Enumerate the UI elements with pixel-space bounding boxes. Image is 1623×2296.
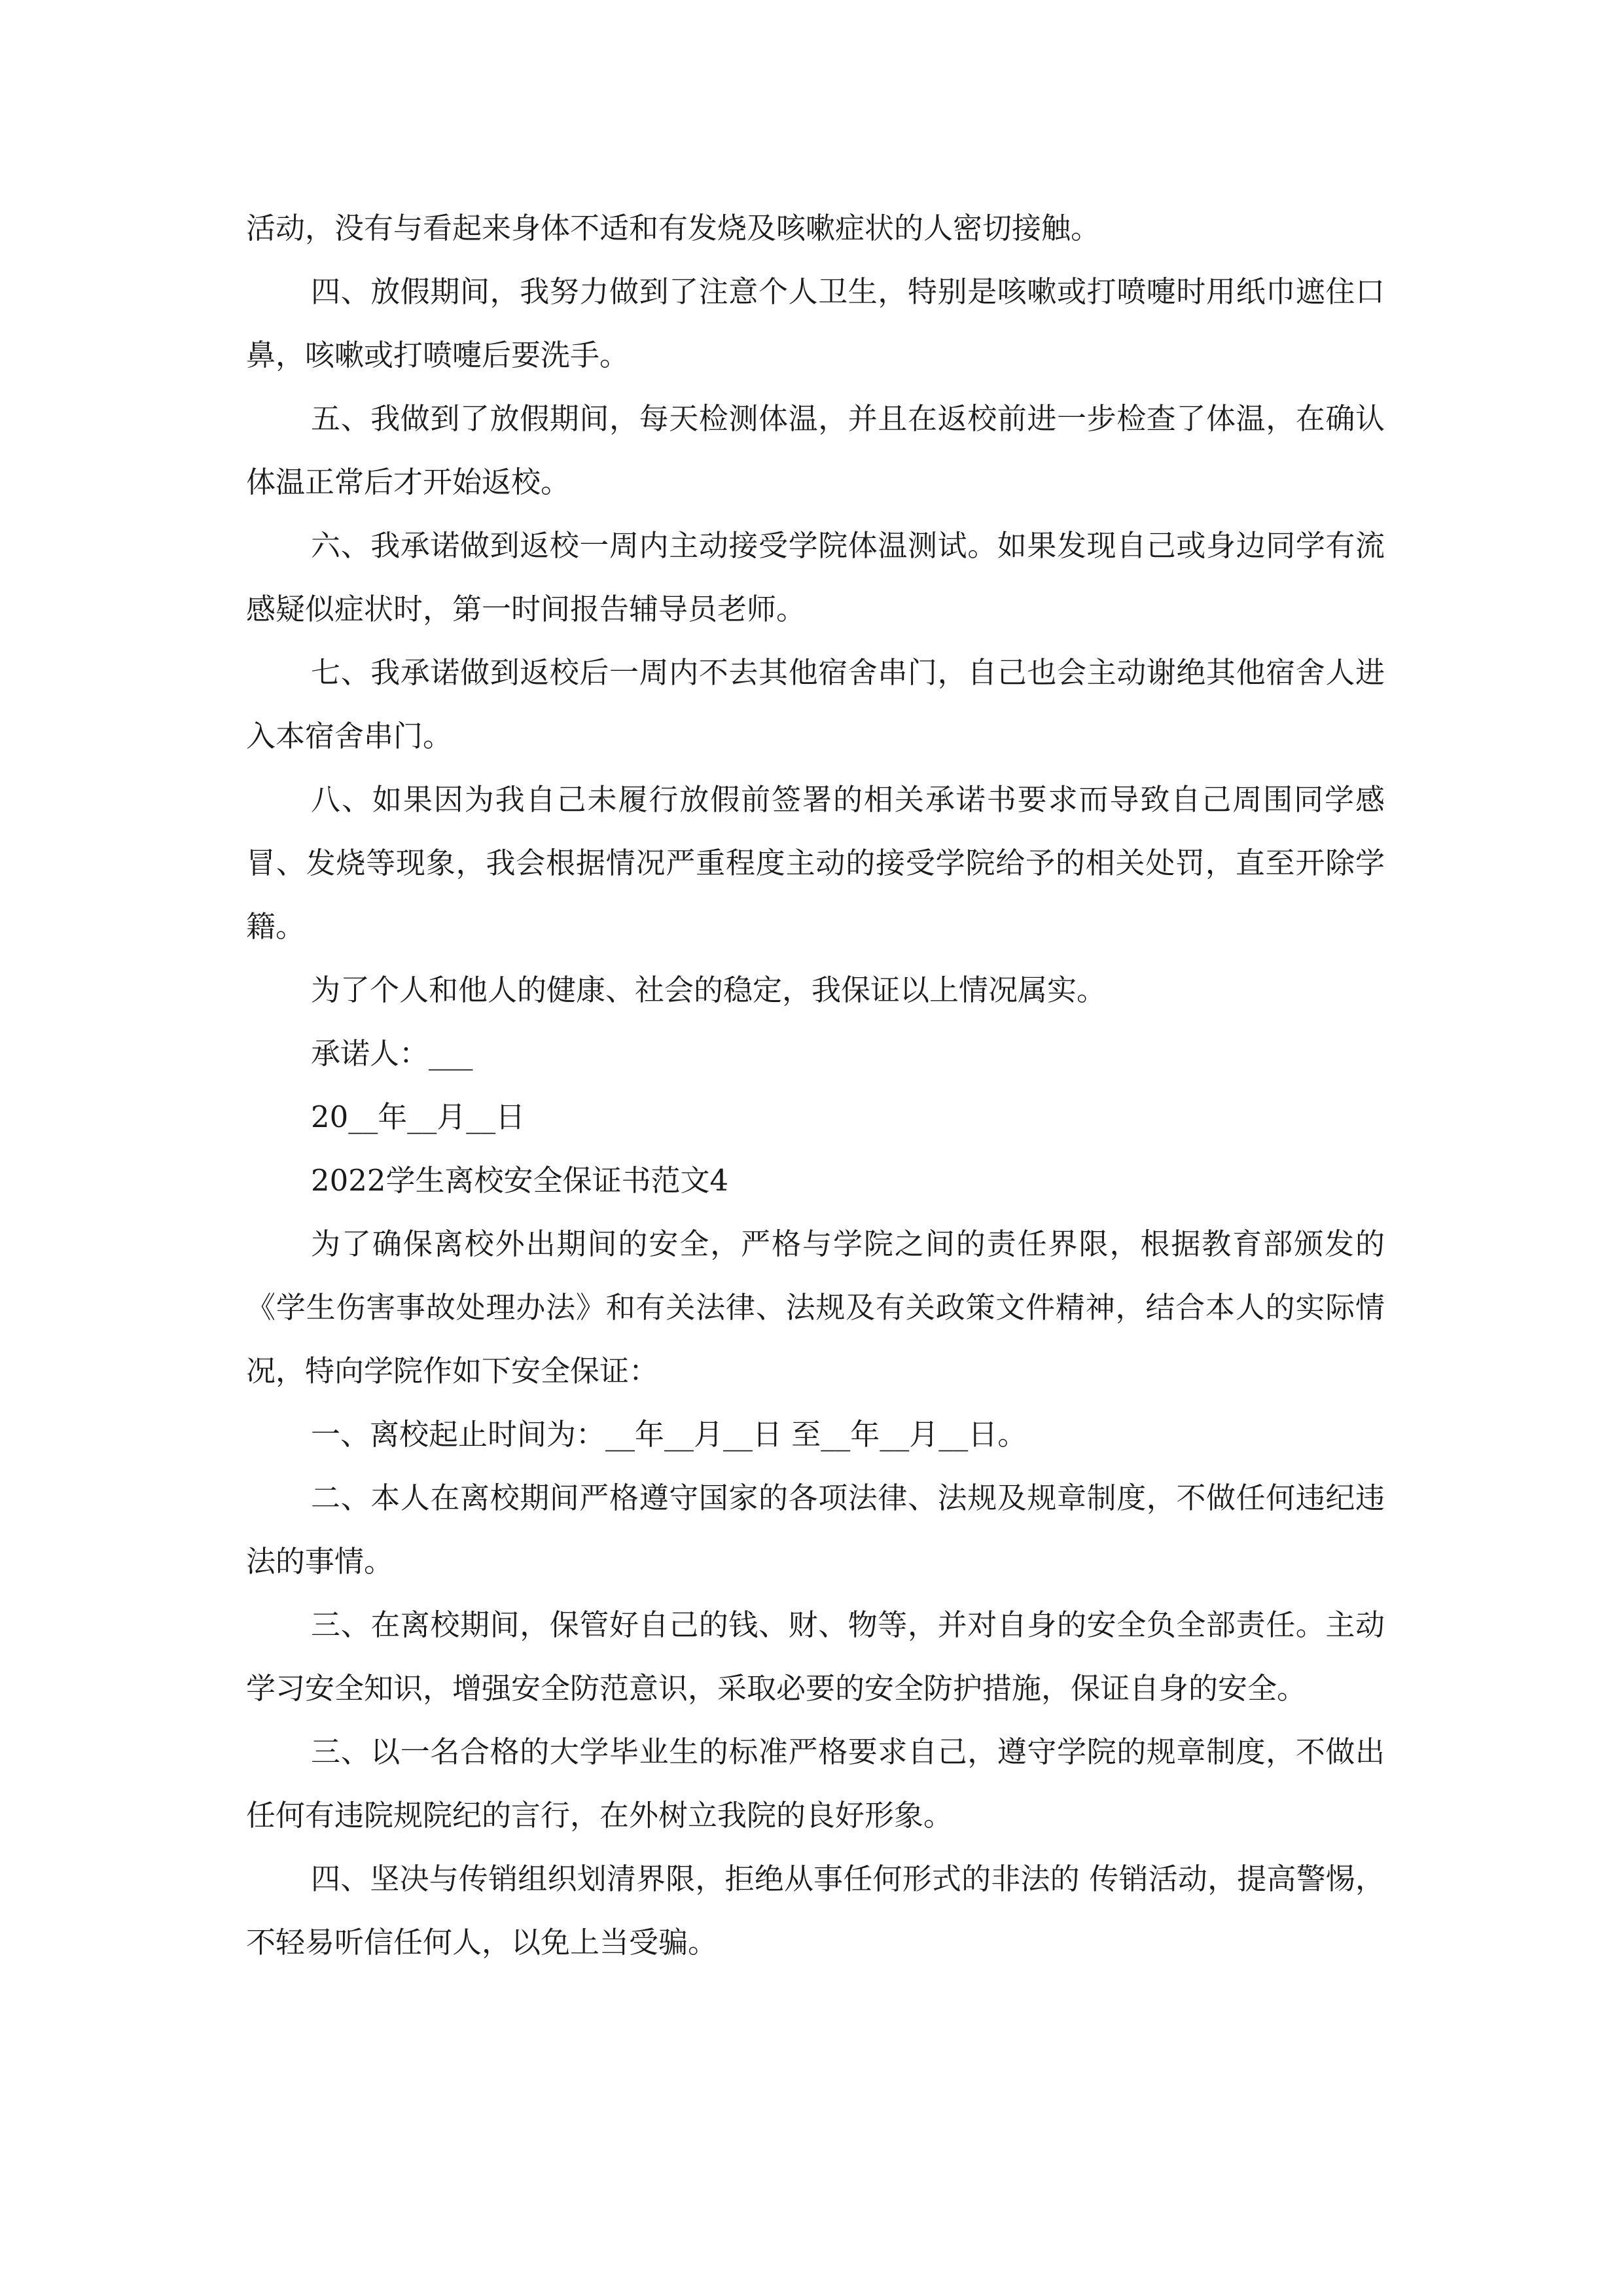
paragraph: 三、以一名合格的大学毕业生的标准严格要求自己，遵守学院的规章制度，不做出任何有违院规院纪的言行，在外树立我院的良好形象。 bbox=[246, 1734, 1385, 1833]
paragraph: 2022学生离校安全保证书范文4 bbox=[311, 1163, 729, 1198]
paragraph: 五、我做到了放假期间，每天检测体温，并且在返校前进一步检查了体温，在确认体温正常后才开始返校。 bbox=[246, 401, 1385, 499]
paragraph: 七、我承诺做到返校后一周内不去其他宿舍串门，自己也会主动谢绝其他宿舍人进入本宿舍串门。 bbox=[246, 655, 1385, 753]
paragraph: 三、在离校期间，保管好自己的钱、财、物等，并对自身的安全负全部责任。主动学习安全知识，增强安全防范意识，采取必要的安全防护措施，保证自身的安全。 bbox=[246, 1607, 1385, 1706]
document-page bbox=[246, 196, 1385, 1974]
paragraph: 20__年__月__日 bbox=[311, 1100, 526, 1134]
paragraph: 六、我承诺做到返校一周内主动接受学院体温测试。如果发现自己或身边同学有流感疑似症状时，第一时间报告辅导员老师。 bbox=[246, 528, 1385, 626]
paragraph: 为了个人和他人的健康、社会的稳定，我保证以上情况属实。 bbox=[311, 973, 1107, 1007]
paragraph: 承诺人：___ bbox=[311, 1036, 473, 1071]
paragraph: 为了确保离校外出期间的安全，严格与学院之间的责任界限，根据教育部颁发的《学生伤害事故处理办法》和有关法律、法规及有关政策文件精神，结合本人的实际情况，特向学院作如下安全保证： bbox=[246, 1227, 1385, 1388]
paragraph: 四、坚决与传销组织划清界限，拒绝从事任何形式的非法的 传销活动，提高警惕，不轻易听信任何人，以免上当受骗。 bbox=[246, 1861, 1385, 1960]
paragraph: 二、本人在离校期间严格遵守国家的各项法律、法规及规章制度，不做任何违纪违法的事情。 bbox=[246, 1480, 1385, 1579]
paragraph: 活动，没有与看起来身体不适和有发烧及咳嗽症状的人密切接触。 bbox=[246, 211, 1101, 245]
paragraph: 八、如果因为我自己未履行放假前签署的相关承诺书要求而导致自己周围同学感冒、发烧等现象，我会根据情况严重程度主动的接受学院给予的相关处罚，直至开除学籍。 bbox=[246, 782, 1385, 944]
paragraph: 一、离校起止时间为：__年__月__日 至__年__月__日。 bbox=[311, 1417, 1027, 1452]
paragraph: 四、放假期间，我努力做到了注意个人卫生，特别是咳嗽或打喷嚏时用纸巾遮住口鼻，咳嗽或打喷嚏后要洗手。 bbox=[246, 274, 1385, 372]
